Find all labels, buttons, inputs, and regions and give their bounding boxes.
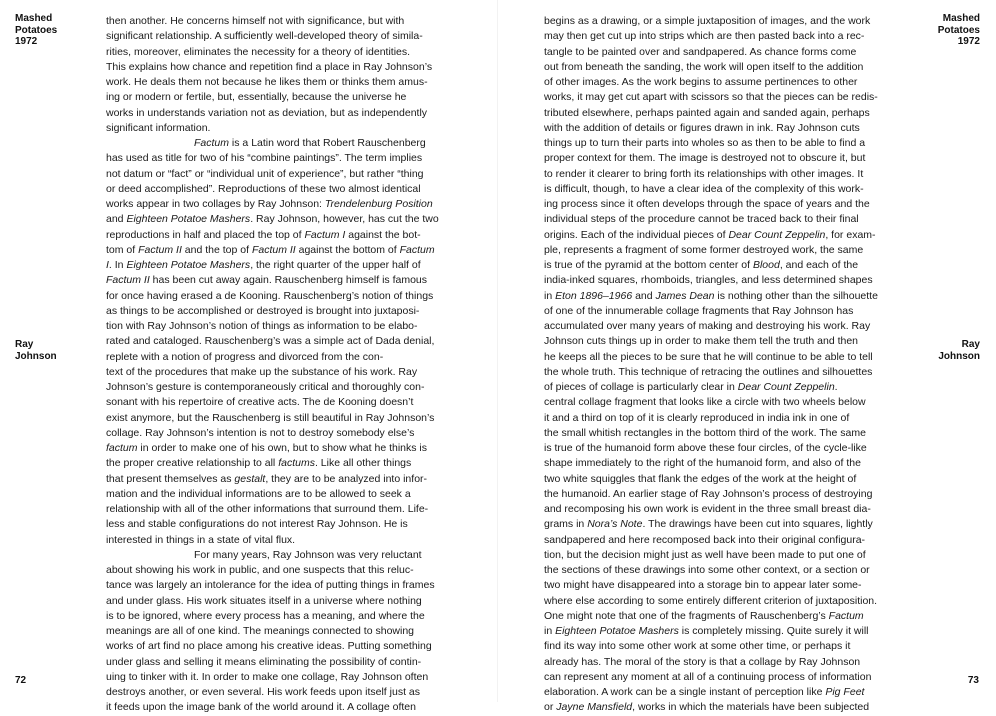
text-line: ing process since it often develops through the space of years and the [544, 198, 870, 210]
text-line: or deed accomplished”. Reproductions of these two almost identical [106, 182, 421, 195]
text-line [544, 685, 890, 700]
text-line: about showing his work in public, and one suspects that this reluc- [106, 564, 414, 576]
italic-title: Trendelenburg Position [324, 198, 433, 210]
italic-title: Factum II [106, 274, 150, 287]
italic-title: I [106, 259, 109, 271]
text-line [544, 609, 890, 624]
text-line [106, 243, 452, 258]
italic-title: Factum [399, 243, 435, 256]
text-run: , and each of the [779, 259, 859, 271]
text-run: against the bottom of [295, 243, 400, 256]
italic-title: Factum [828, 609, 864, 622]
text-line: two white squiggles that flank the edges of the work at the height of [544, 472, 857, 485]
text-line: of other images. As the work begins to assume pertinences to other [544, 76, 858, 88]
running-head-title [938, 13, 980, 48]
text-line [106, 197, 452, 212]
text-line: the humanoid. An earlier stage of Ray Johnson’s process of destroying [544, 487, 873, 500]
text-line: not datum or “fact” or “individual unit of experience”, but rather “thing [106, 167, 424, 180]
text-run: in [544, 625, 556, 637]
italic-title: Factum II [251, 243, 296, 256]
text-run: and [632, 289, 656, 302]
text-run: . The drawings have been cut into squares, lightly [642, 518, 873, 531]
running-head-artist [938, 339, 980, 362]
text-run: is nothing other than the silhouette [714, 289, 878, 302]
text-line: is to be ignored, where every process has a meaning, and where the [106, 609, 425, 622]
text-line: interested in things in a state of vital flux. [106, 533, 296, 546]
italic-title: Factum [194, 137, 230, 149]
text-line: sandpapered and here recomposed back into their original configura- [544, 533, 866, 546]
text-line: with the addition of details or figures drawn in ink. Ray Johnson cuts [544, 121, 860, 134]
page-number: 73 [967, 675, 979, 686]
text-line: and under glass. His work situates itself in a universe where nothing [106, 594, 422, 607]
text-line [106, 136, 452, 151]
running-head-line: Ray [15, 339, 34, 350]
italic-title: Eighteen Potatoe Mashers [555, 625, 679, 637]
text-line: it and a third on top of it is clearly reproduced in india ink in one of [544, 411, 850, 424]
text-run: reproductions in half and placed the top of [106, 228, 305, 241]
body-text-column [544, 14, 890, 716]
text-run: against the bot- [345, 228, 421, 241]
text-line [106, 258, 452, 273]
text-run: . [834, 381, 838, 393]
text-line: then another. He concerns himself not with significance, but with [106, 15, 405, 27]
text-line: text of the procedures that make up the substance of his work. Ray [106, 365, 418, 378]
text-line [544, 289, 890, 304]
text-line: find its way into some other work at some other time, or perhaps it [544, 640, 851, 653]
text-line: This explains how chance and repetition find a place in Ray Johnson’s [106, 60, 433, 73]
right-page [498, 0, 996, 714]
italic-title: Dear Count Zeppelin [728, 228, 826, 241]
text-run: of pieces of collage is particularly clear in [544, 381, 738, 393]
italic-title: James Dean [655, 289, 715, 302]
text-line: relationship with all of the other informations that surround them. Life- [106, 503, 429, 515]
text-line: Johnson’s gesture is contemporaneously critical and thoroughly con- [106, 381, 425, 393]
text-line [544, 700, 890, 715]
text-run: . Ray Johnson, however, has cut the two [250, 213, 439, 226]
text-line [106, 456, 452, 471]
italic-title: Nora’s Note [587, 518, 643, 531]
text-run: . Like all other things [314, 457, 412, 470]
text-run: is a Latin word that Robert Rauschenberg [229, 137, 426, 149]
text-run: is true of the pyramid at the bottom center of [544, 259, 753, 271]
page-number: 72 [15, 675, 27, 686]
text-line: tion, but the decision might just as well have been made to put one of [544, 548, 866, 561]
running-head-line: Johnson [938, 350, 980, 362]
text-run: is completely missing. Quite surely it will [678, 625, 869, 637]
italic-title: Eighteen Potatoe Mashers [126, 213, 251, 226]
italic-title: Jayne Mansfield [556, 701, 633, 714]
text-line: proper context for them. The image is destroyed not to obscure it, but [544, 152, 866, 165]
text-run: has been cut away again. Rauschenberg himself is famous [149, 274, 428, 287]
text-line: meanings are all of one kind. The meanings connected to showing [106, 625, 415, 637]
text-line [106, 273, 452, 288]
text-run: elaboration. A work can be a single instant of perception like [544, 686, 826, 698]
text-run: origins. Each of the individual pieces of [544, 228, 729, 241]
text-line: sonant with his repertoire of creative acts. The de Kooning doesn’t [106, 396, 414, 409]
text-line: and recomposing his own work is evident in the three small breast dia- [544, 503, 871, 515]
text-line: work. He deals them not because he likes them or thinks them amus- [106, 76, 428, 88]
italic-title: Dear Count Zeppelin [737, 381, 835, 393]
text-run: tom of [106, 243, 139, 256]
italic-title: factum [106, 442, 138, 454]
text-line [544, 258, 890, 273]
text-run: the proper creative relationship to all [106, 457, 279, 470]
text-line: works in understands variation not as deviation, but as independently [106, 106, 428, 119]
text-line: rities, moreover, eliminates the necessity for a theory of identities. [106, 45, 411, 58]
text-line: begins as a drawing, or a simple juxtaposition of images, and the work [544, 15, 871, 27]
text-line: of one of the innumerable collage fragments that Ray Johnson has [544, 304, 854, 317]
text-run: , they are to be analyzed into infor- [265, 472, 428, 485]
italic-title: Pig Feet [825, 686, 865, 698]
text-line: works, it may get cut apart with scissors so that the pieces can be redis- [544, 91, 878, 104]
text-line: exist anymore, but the Rauschenberg is still beautiful in Ray Johnson’s [106, 411, 435, 424]
running-head-artist [15, 339, 57, 362]
text-line: to render it clearer to bring forth its relationships with other images. It [544, 167, 864, 180]
text-line: collage. Ray Johnson’s intention is not to destroy somebody else’s [106, 426, 415, 439]
text-line: shape immediately to the right of the humanoid form, and also of the [544, 457, 861, 470]
text-line [106, 228, 452, 243]
text-run: , works in which the materials have been subjected [632, 701, 870, 714]
text-line: significant information. [106, 121, 211, 134]
text-line: tion with Ray Johnson’s notion of things as information to be elabo- [106, 320, 418, 332]
text-line: individual steps of the procedure cannot be traced back to their final [544, 213, 859, 226]
running-head-title [15, 13, 57, 48]
running-head-line: Potatoes [937, 24, 980, 36]
text-run: or [544, 701, 557, 714]
italic-title: factums [278, 457, 315, 470]
text-line: india-inked squares, rhomboids, triangles, and less determined shapes [544, 274, 873, 287]
text-line [544, 380, 890, 395]
text-line: Johnson cuts things up in order to make them tell the truth and then [544, 335, 859, 348]
text-line: under glass and selling it means eliminating the possibility of contin- [106, 655, 422, 668]
text-line [544, 517, 890, 532]
text-run: , for exam- [825, 228, 876, 241]
text-run: and [106, 213, 127, 226]
text-line: replete with a notion of progress and divorced from the con- [106, 350, 384, 363]
text-run: , the right quarter of the upper half of [250, 259, 421, 271]
text-line [106, 441, 452, 456]
text-line: is true of the humanoid form above these four circles, of the cycle-like [544, 442, 867, 454]
text-line: central collage fragment that looks like a circle with two wheels below [544, 396, 866, 409]
text-run: in [544, 289, 556, 302]
text-run: grams in [544, 518, 588, 531]
text-line: ple, represents a fragment of some former destroyed work, the same [544, 243, 864, 256]
text-run: and the top of [181, 243, 252, 256]
text-line: tributed elsewhere, perhaps painted again and sanded again, perhaps [544, 106, 870, 119]
running-head-line: Mashed [15, 13, 53, 24]
italic-title: gestalt [234, 472, 266, 485]
text-line: works of art find no place among his creative ideas. Putting something [106, 640, 432, 653]
text-line: mation and the individual informations are to be allowed to seek a [106, 487, 411, 500]
body-text-column [106, 14, 452, 716]
text-line: can represent any moment at all of a continuing process of information [544, 670, 872, 683]
text-line: ing or modern or fertile, but, essentially, because the universe he [106, 91, 407, 104]
text-line: already has. The moral of the story is that a collage by Ray Johnson [544, 655, 861, 668]
running-head-line: Mashed [942, 13, 980, 24]
italic-title: Blood [752, 259, 780, 271]
text-line: significant relationship. A sufficiently well-developed theory of simila- [106, 30, 423, 43]
text-run: in order to make one of his own, but to show what he thinks is [137, 442, 428, 454]
running-head-line: 1972 [957, 36, 980, 47]
text-run: works appear in two collages by Ray Johnson: [106, 198, 325, 210]
italic-title: Eton 1896–1966 [555, 289, 633, 302]
text-line: where else according to some entirely different criterion of juxtaposition. [544, 594, 878, 607]
text-line: less and stable configurations do not interest Ray Johnson. He is [106, 518, 408, 531]
text-line: it feeds upon the image bank of the world around it. A collage often [106, 701, 416, 714]
text-line: may then get cut up into strips which are then pasted back into a rec- [544, 30, 865, 43]
running-head-line: 1972 [15, 36, 38, 47]
text-line: destroys another, or even several. His work feeds upon itself just as [106, 686, 420, 698]
italic-title: Factum II [138, 243, 182, 256]
text-line [544, 228, 890, 243]
text-line [544, 624, 890, 639]
text-line: two might have disappeared into a storage bin to appear later some- [544, 579, 862, 592]
text-line: the whole truth. This technique of retracing the outlines and silhouettes [544, 365, 873, 378]
text-line: rated and cataloged. Rauschenberg’s was a simple act of Dada denial, [106, 335, 435, 348]
italic-title: Eighteen Potatoe Mashers [126, 259, 251, 271]
text-run: . In [108, 259, 127, 271]
text-line: the small whitish rectangles in the bottom third of the work. The same [544, 426, 866, 439]
running-head-line: Johnson [15, 350, 57, 362]
text-line [106, 212, 452, 227]
text-line: accumulated over many years of making and destroying his work. Ray [544, 320, 871, 332]
running-head-line: Potatoes [15, 24, 58, 36]
text-run: that present themselves as [106, 472, 235, 485]
italic-title: Factum I [304, 228, 346, 241]
text-line: out from beneath the sanding, the work will open itself to the addition [544, 60, 864, 73]
text-line: tance was largely an intolerance for the idea of putting things in frames [106, 579, 435, 592]
text-line: uing to tinker with it. In order to make one collage, Ray Johnson often [106, 670, 429, 683]
text-line [106, 472, 452, 487]
text-line: has used as title for two of his “combine paintings”. The term implies [106, 152, 423, 165]
text-line: For many years, Ray Johnson was very reluctant [194, 548, 422, 561]
text-line: is difficult, though, to have a clear idea of the complexity of this work- [544, 182, 864, 195]
left-page [0, 0, 498, 714]
text-line: as things to be accomplished or destroyed is brought into juxtaposi- [106, 304, 420, 317]
text-line: tangle to be painted over and sandpapered. As chance forms come [544, 45, 857, 58]
running-head-line: Ray [961, 339, 980, 350]
text-line: the sections of these drawings into some other context, or a section or [544, 564, 870, 576]
text-line: things up to turn their parts into wholes so as then to be able to find a [544, 137, 866, 149]
text-line: he keeps all the pieces to be sure that he will continue to be able to tell [544, 350, 873, 363]
text-run: One might note that one of the fragments of Rauschenberg’s [544, 609, 829, 622]
text-line: for once having erased a de Kooning. Rauschenberg’s notion of things [106, 289, 434, 302]
